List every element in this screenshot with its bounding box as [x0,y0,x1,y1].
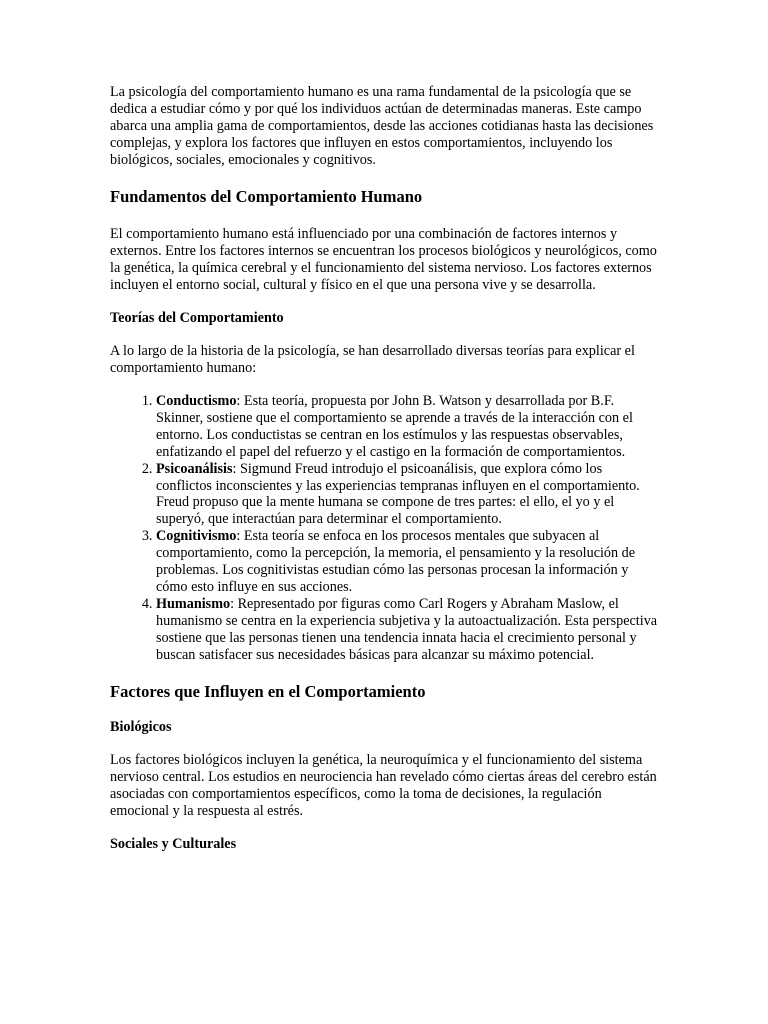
list-item-term: Cognitivismo [156,528,237,545]
theories-list [110,393,660,664]
teorias-paragraph: A lo largo de la historia de la psicología, se han desarrollado diversas teorías para explicar el comportamiento humano: [110,343,635,376]
list-item-term: Humanismo [156,595,231,612]
heading-sociales: Sociales y Culturales [110,835,237,852]
list-item-term: Psicoanálisis [156,460,233,477]
list-item [156,596,660,664]
intro-paragraph: La psicología del comportamiento humano es una rama fundamental de la psicología que se dedica a estudiar cómo y por qué los individuos actúan de determinadas maneras. Este campo abarca una amplia gama de comportamientos, desde las acciones cotidianas hasta las decisiones complejas, y explora los factores que influyen en estos comportamientos, incluyendo los biológicos, sociales, emocionales y cognitivos. [110,84,654,168]
heading-teorias: Teorías del Comportamiento [110,310,284,326]
list-item-term: Conductismo [156,393,237,409]
list-item-text: : Sigmund Freud introdujo el psicoanálisis, que explora cómo los conflictos inconscientes y las experiencias tempranas influyen en el comportamiento. Freud propuso que la mente humana se compone de tres partes: el ello, el yo y el superyó, que interactúan para determinar el comportamiento. [156,460,640,528]
heading-fundamentos: Fundamentos del Comportamiento Humano [110,187,423,206]
heading-factores: Factores que Influyen en el Comportamiento [110,681,426,701]
document-page [110,84,660,853]
list-item-text: : Esta teoría se enfoca en los procesos mentales que subyacen al comportamiento, como la percepción, la memoria, el pensamiento y la resolución de problemas. Los cognitivistas estudian cómo las personas procesan la información y cómo esto influye en sus acciones. [156,528,636,595]
list-item-text: : Representado por figuras como Carl Rogers y Abraham Maslow, el humanismo se centra en la experiencia subjetiva y la autoactualización. Esta perspectiva sostiene que las personas tienen una tendencia innata hacia el crecimiento personal y buscan satisfacer sus necesidades básicas para alcanzar su máximo potencial. [156,595,658,663]
heading-biologicos: Biológicos [110,718,172,735]
list-item-text: : Esta teoría, propuesta por John B. Watson y desarrollada por B.F. Skinner, sostiene que el comportamiento se aprende a través de la interacción con el entorno. Los conductistas se centran en los estímulos y las respuestas observables, enfatizando el papel del refuerzo y el castigo en la formación de comportamientos. [156,393,633,460]
fundamentos-paragraph: El comportamiento humano está influenciado por una combinación de factores internos y externos. Entre los factores internos se encuentran los procesos biológicos y neurológicos, como la genética, la química cerebral y el funcionamiento del sistema nervioso. Los factores externos incluyen el entorno social, cultural y físico en el que una persona vive y se desarrolla. [110,226,657,293]
list-item [156,461,660,529]
list-item [156,528,660,596]
list-item [156,393,660,461]
biologicos-paragraph: Los factores biológicos incluyen la genética, la neuroquímica y el funcionamiento del sistema nervioso central. Los estudios en neurociencia han revelado cómo ciertas áreas del cerebro están asociadas con comportamientos específicos, como la toma de decisiones, la regulación emocional y la respuesta al estrés. [110,751,657,819]
